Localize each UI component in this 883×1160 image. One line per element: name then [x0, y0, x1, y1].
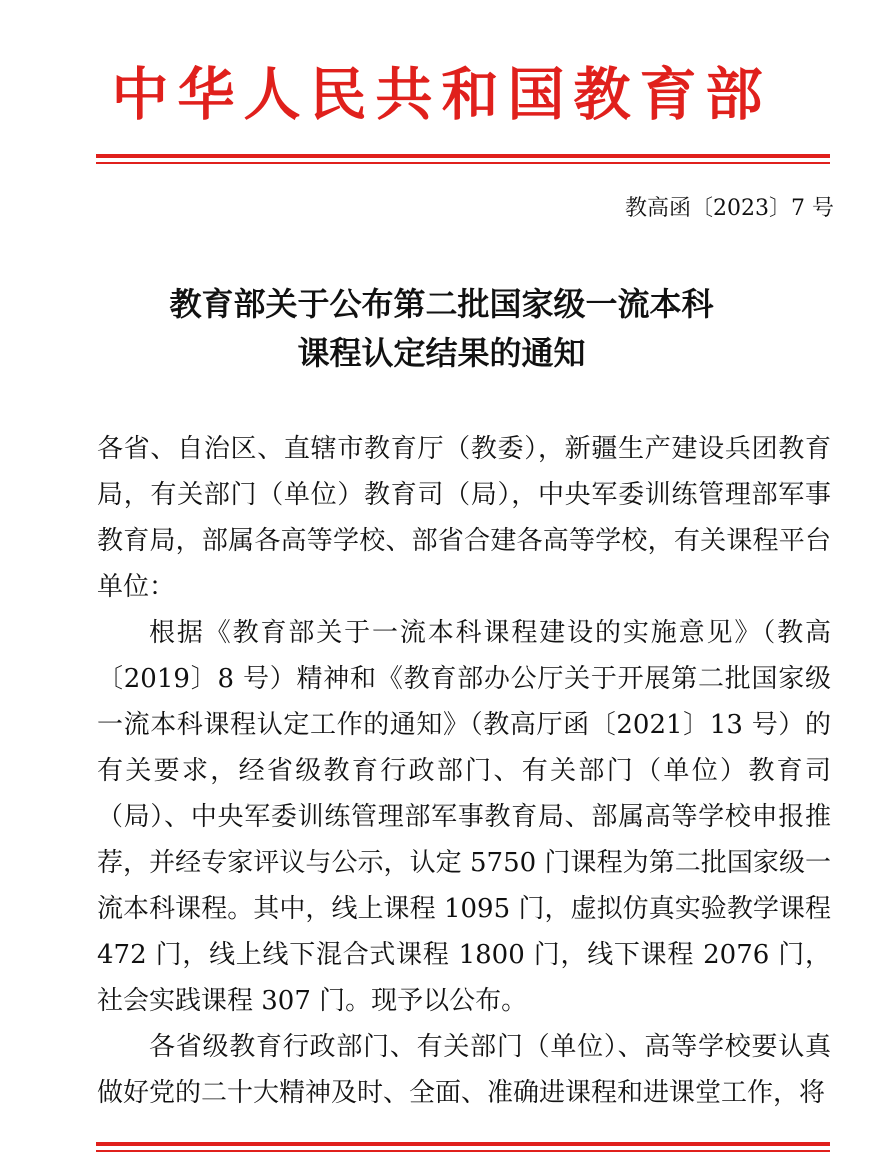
issuer-header: 中华人民共和国教育部	[111, 62, 772, 128]
document-number: 教高函〔2023〕7 号	[625, 196, 834, 221]
document-body	[97, 426, 831, 1116]
footer-rule-thick	[96, 1142, 830, 1146]
document-title-line1: 教育部关于公布第二批国家级一流本科	[169, 285, 714, 323]
document-title-line2: 课程认定结果的通知	[297, 334, 586, 372]
body-paragraph-2: 各省级教育行政部门、有关部门（单位）、高等学校要认真做好党的二十大精神及时、全面、准确进课程和进课堂工作，将	[97, 1032, 831, 1108]
addressee-paragraph: 各省、自治区、直辖市教育厅（教委），新疆生产建设兵团教育局，有关部门（单位）教育司（局），中央军委训练管理部军事教育局，部属各高等学校、部省合建各高等学校，有关课程平台单位：	[97, 434, 831, 602]
footer-rule-thin	[96, 1150, 830, 1152]
header-rule-thick	[96, 154, 830, 158]
header-rule-thin	[96, 162, 830, 164]
body-paragraph-1: 根据《教育部关于一流本科课程建设的实施意见》（教高〔2019〕8 号）精神和《教育部办公厅关于开展第二批国家级一流本科课程认定工作的通知》（教高厅函〔2021〕13 号）的有关要求，经省级教育行政部门、有关部门（单位）教育司（局）、中央军委训练管理部军事教育局、部属高等学校申报推荐，并经专家评议与公示，认定 5750 门课程为第二批国家级一流本科课程。其中，线上课程 1095 门，虚拟仿真实验教学课程 472 门，线上线下混合式课程 1800 门，线下课程 2076 门，社会实践课程 307 门。现予以公布。	[97, 618, 831, 1016]
